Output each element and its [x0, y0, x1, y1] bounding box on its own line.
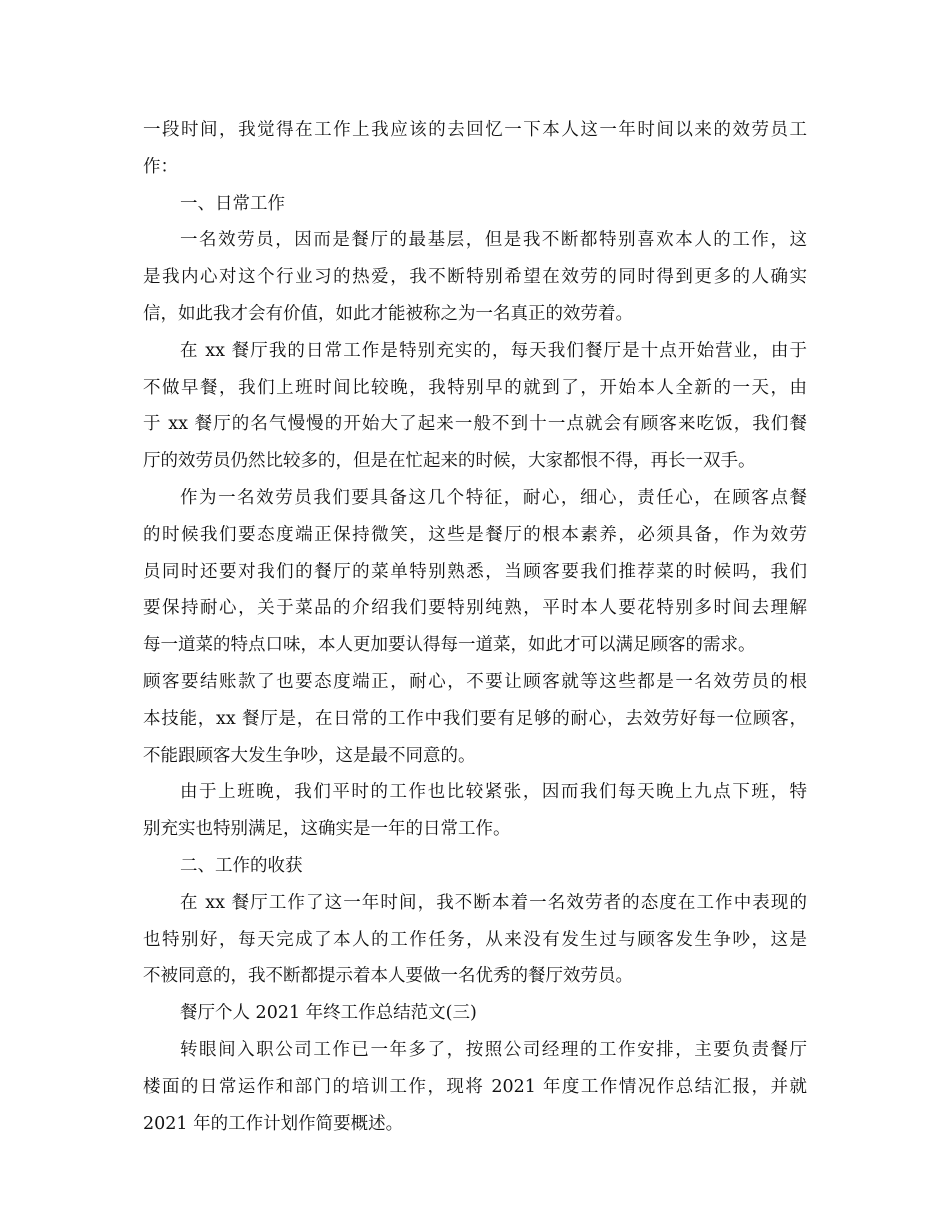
- paragraph-line: 厅的效劳员仍然比较多的，但是在忙起来的时候，大家都恨不得，再长一双手。: [143, 451, 756, 472]
- paragraph-line: 员同时还要对我们的餐厅的菜单特别熟悉，当顾客要我们推荐菜的时候吗，我们: [143, 561, 807, 582]
- paragraph-line: 要保持耐心，关于菜品的介绍我们要特别纯熟，平时本人要花特别多时间去理解: [143, 598, 807, 619]
- paragraph-line: 转眼间入职公司工作已一年多了，按照公司经理的工作安排，主要负责餐厅: [180, 1039, 807, 1060]
- paragraph-line: 本技能，xx 餐厅是，在日常的工作中我们要有足够的耐心，去效劳好每一位顾客，: [143, 708, 807, 729]
- paragraph-line: 在 xx 餐厅工作了这一年时间，我不断本着一名效劳者的态度在工作中表现的: [180, 892, 807, 913]
- paragraph-line: 一段时间，我觉得在工作上我应该的去回忆一下本人这一年时间以来的效劳员工: [143, 120, 807, 140]
- paragraph-line: 顾客要结账款了也要态度端正，耐心，不要让顾客就等这些都是一名效劳员的根: [143, 671, 807, 692]
- paragraph-line: 信，如此我才会有价值，如此才能被称之为一名真正的效劳着。: [143, 303, 633, 324]
- paragraph-line: 每一道菜的特点口味，本人更加要认得每一道菜，如此才可以满足顾客的需求。: [143, 635, 756, 656]
- paragraph-line: 也特别好，每天完成了本人的工作任务，从来没有发生过与顾客发生争吵，这是: [143, 929, 807, 950]
- paragraph-line: 2021 年的工作计划作简要概述。: [143, 1113, 404, 1134]
- document-body: [143, 112, 807, 1142]
- section-heading: 餐厅个人 2021 年终工作总结范文(三): [180, 1003, 477, 1024]
- paragraph-line: 不被同意的，我不断都提示着本人要做一名优秀的餐厅效劳员。: [143, 966, 633, 987]
- paragraph-line: 是我内心对这个行业习的热爱，我不断特别希望在效劳的同时得到更多的人确实: [143, 267, 807, 288]
- paragraph-line: 别充实也特别满足，这确实是一年的日常工作。: [143, 819, 511, 840]
- paragraph-line: 在 xx 餐厅我的日常工作是特别充实的，每天我们餐厅是十点开始营业，由于: [180, 340, 807, 361]
- section-heading: 一、日常工作: [180, 193, 285, 214]
- paragraph-line: 由于上班晚，我们平时的工作也比较紧张，因而我们每天晚上九点下班，特: [180, 782, 807, 803]
- section-heading: 二、工作的收获: [180, 855, 303, 876]
- paragraph-line: 的时候我们要态度端正保持微笑，这些是餐厅的根本素养，必须具备，作为效劳: [143, 524, 807, 545]
- paragraph-line: 于 xx 餐厅的名气慢慢的开始大了起来一般不到十一点就会有顾客来吃饭，我们餐: [143, 414, 807, 435]
- paragraph-line: 不能跟顾客大发生争吵，这是最不同意的。: [143, 745, 476, 766]
- paragraph-line: 作为一名效劳员我们要具备这几个特征，耐心，细心，责任心，在顾客点餐: [180, 487, 807, 508]
- paragraph-line: 作：: [143, 156, 178, 177]
- paragraph-line: 一名效劳员，因而是餐厅的最基层，但是我不断都特别喜欢本人的工作，这: [180, 230, 807, 251]
- paragraph-line: 楼面的日常运作和部门的培训工作，现将 2021 年度工作情况作总结汇报，并就: [143, 1076, 807, 1097]
- paragraph-line: 不做早餐，我们上班时间比较晚，我特别早的就到了，开始本人全新的一天，由: [143, 377, 807, 398]
